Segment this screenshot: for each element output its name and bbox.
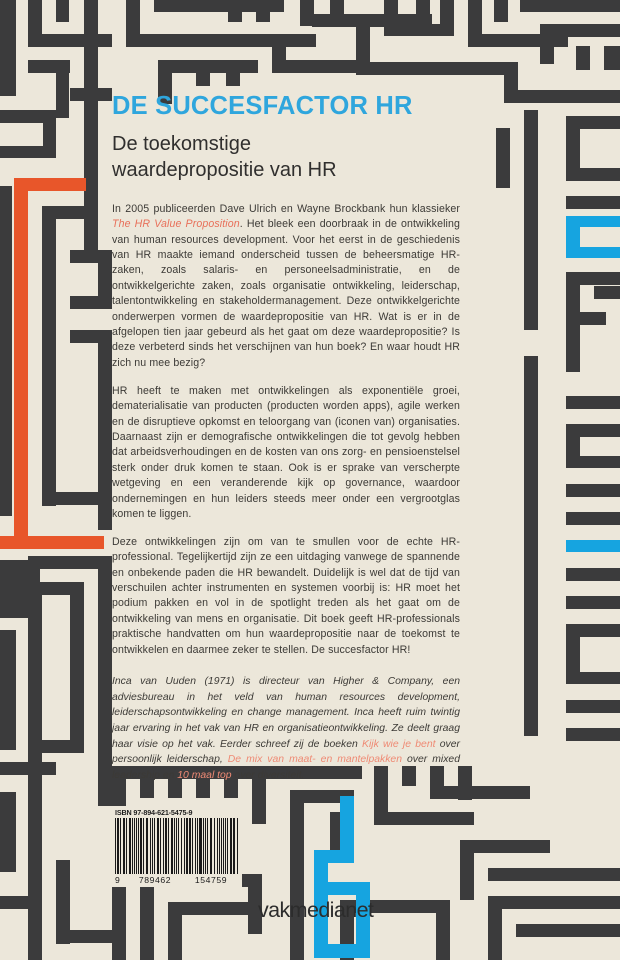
other-book-title-3: 10 maal top	[177, 769, 232, 781]
maze-bar	[56, 0, 69, 22]
maze-bar	[520, 0, 620, 12]
maze-bar	[566, 196, 620, 209]
maze-bar	[460, 840, 550, 853]
book-title: DE SUCCESFACTOR HR	[112, 92, 413, 120]
barcode-bars	[115, 818, 239, 874]
maze-bar	[494, 0, 508, 22]
cover-text-column	[112, 92, 460, 783]
maze-bar	[604, 46, 620, 70]
author-bio-paragraph	[112, 674, 460, 783]
maze-bar	[70, 582, 84, 752]
publisher-logo	[248, 796, 418, 946]
maze-bar-blue-accent	[566, 216, 620, 227]
maze-bar-blue-accent	[566, 540, 620, 552]
maze-bar	[566, 672, 620, 684]
book-subtitle	[112, 131, 460, 184]
maze-bar	[0, 0, 16, 96]
maze-bar	[566, 728, 620, 741]
maze-bar	[98, 556, 112, 806]
maze-bar	[226, 60, 240, 86]
maze-bar	[70, 88, 112, 101]
maze-bar	[0, 630, 16, 750]
maze-bar	[228, 0, 242, 22]
maze-bar	[488, 868, 620, 881]
maze-bar	[196, 60, 210, 86]
maze-bar	[566, 272, 620, 285]
maze-bar	[540, 24, 620, 37]
maze-bar	[524, 110, 538, 330]
bio-part-2: over persoonlijk leiderschap,	[112, 738, 460, 766]
publisher-name: vakmedianet	[258, 898, 374, 922]
blurb-paragraph-3: Deze ontwikkelingen zijn om van te smullen voor de echte HR-professional. Tegelijkertijd zijn ze een uitdaging vanwege de spannende en onbekende paden die HR bewandelt. Duidelijk is wel dat de tijd van verschuilen achter instrumenten en systemen voorbij is: HR moet het podium pakken en vol in de spotlight treden als het gaat om de ontwikkeling van mens en organisatie. Dit boek geeft HR-professionals praktische handvatten om hun waardepropositie naar de toekomst te ontwikkelen en daarmee zeker te stellen. De succesfactor HR!	[112, 535, 460, 656]
maze-bar	[430, 786, 530, 799]
blurb-p1-lead: In 2005 publiceerden Dave Ulrich en Wayne Brockbank hun klassieker	[112, 202, 460, 215]
maze-bar	[28, 60, 70, 73]
book-subtitle-line-2: waardepropositie van HR	[112, 159, 337, 182]
maze-bar	[524, 356, 538, 736]
maze-bar	[42, 206, 98, 219]
maze-bar	[0, 186, 12, 516]
barcode-digit-group-3: 154759	[194, 875, 228, 885]
maze-bar	[28, 582, 42, 812]
maze-bar	[98, 250, 112, 296]
maze-bar-orange-accent	[14, 178, 28, 548]
maze-bar	[28, 812, 42, 960]
cited-book-title: The HR Value Proposition	[112, 218, 240, 231]
blurb-p1-rest: . Het bleek een doorbraak in de ontwikkeling van human resources development. Voor het eerst in de geschiedenis van HR maakte iemand onderscheid tussen de beheersmatige HR-zaken, zoals salaris- en personeelsadministratie, en de ontwikkelgerichte zaken, zoals organisatie ontwikkeling, leiderschap, talentontwikkeling en stakeholdermanagement. Deze ontwikkelgerichte onderwerpen vormen de waardepropositie van HR. Wat is er in de afgelopen tien jaar gebeurd als het gaat om deze waardepropositie? Is deze verbeterd sinds het verschijnen van hun boek? En waar houdt HR zich nu mee bezig?	[112, 218, 460, 369]
maze-bar	[356, 62, 516, 75]
maze-bar	[272, 60, 362, 73]
bio-part-4: over diversiteit.	[231, 769, 305, 781]
maze-bar	[566, 168, 620, 181]
maze-bar	[0, 792, 16, 872]
maze-bar	[566, 568, 620, 581]
other-book-title-1: Kijk wie je bent	[362, 738, 436, 750]
maze-bar	[42, 206, 56, 506]
bio-part-1: Inca van Uuden (1971) is directeur van Higher & Company, een adviesbureau in het veld van human resources development, leiderschapsontwikkeling en change management. Inca heeft ruim twintig jaar ervaring in het vak van HR en organisatieontwikkeling. Ze deelt graag haar visie op het vak. Eerder schreef zij de boeken	[112, 676, 460, 750]
book-subtitle-line-1: De toekomstige	[112, 132, 251, 155]
barcode-digits	[115, 875, 239, 885]
maze-bar	[168, 902, 182, 960]
bio-part-3: over mixed leadership en	[112, 754, 460, 781]
maze-bar	[566, 424, 620, 437]
other-book-title-2: De mix van maat- en mantelpakken	[227, 754, 402, 766]
maze-bar	[28, 34, 112, 47]
maze-bar	[566, 512, 620, 525]
maze-bar	[42, 492, 98, 505]
maze-bar	[0, 146, 56, 158]
maze-bar	[566, 700, 620, 713]
maze-bar	[594, 286, 620, 299]
maze-bar-orange-accent	[14, 178, 86, 191]
blurb-paragraph-2: HR heeft te maken met ontwikkelingen als exponentiële groei, dematerialisatie van producten (producten worden apps), agile werken en de disruptieve opkomst en teloorgang van (iconen van) organisaties. Daarnaast zijn er demografische ontwikkelingen die tot gevolg hebben dat arbeidsverhoudingen en de kosten van ons zorg- en pensioenstelsel sterk onder druk komen te staan. Ook is er sprake van verscherpte wetgeving en een veranderende kijk op governance, waardoor ondernemingen en hun leiders steeds meer onder een vergrootglas komen te liggen.	[112, 384, 460, 520]
maze-bar	[0, 762, 56, 775]
maze-bar	[0, 896, 42, 909]
maze-bar	[28, 0, 42, 34]
maze-bar	[126, 34, 316, 47]
maze-bar	[566, 456, 620, 468]
maze-bar	[330, 0, 344, 18]
isbn-label: ISBN 97-894-621-5475-9	[115, 808, 193, 817]
maze-bar	[516, 924, 620, 937]
maze-bar	[488, 896, 620, 909]
maze-bar-orange-accent	[0, 536, 104, 549]
blurb-text	[112, 202, 460, 658]
maze-bar	[504, 90, 620, 103]
maze-bar	[416, 0, 430, 14]
maze-bar	[576, 46, 590, 70]
maze-bar	[566, 396, 620, 409]
maze-bar	[98, 330, 112, 530]
maze-bar	[256, 0, 270, 22]
maze-bar	[436, 912, 450, 960]
maze-bar	[56, 860, 70, 944]
maze-bar	[70, 330, 112, 343]
maze-bar	[70, 296, 112, 309]
maze-bar	[566, 312, 606, 325]
maze-bar	[566, 484, 620, 497]
maze-bar	[566, 116, 620, 129]
barcode-digit-group-2: 789462	[138, 875, 172, 885]
barcode-digit-group-1: 9	[115, 875, 121, 885]
maze-bar	[440, 0, 454, 26]
author-bio	[112, 674, 460, 783]
maze-bar-blue-accent	[566, 247, 620, 258]
maze-bar	[42, 740, 84, 753]
maze-bar	[566, 596, 620, 609]
blurb-paragraph-1	[112, 202, 460, 371]
isbn-barcode	[112, 806, 242, 887]
maze-bar	[496, 128, 510, 188]
maze-bar	[566, 624, 620, 637]
